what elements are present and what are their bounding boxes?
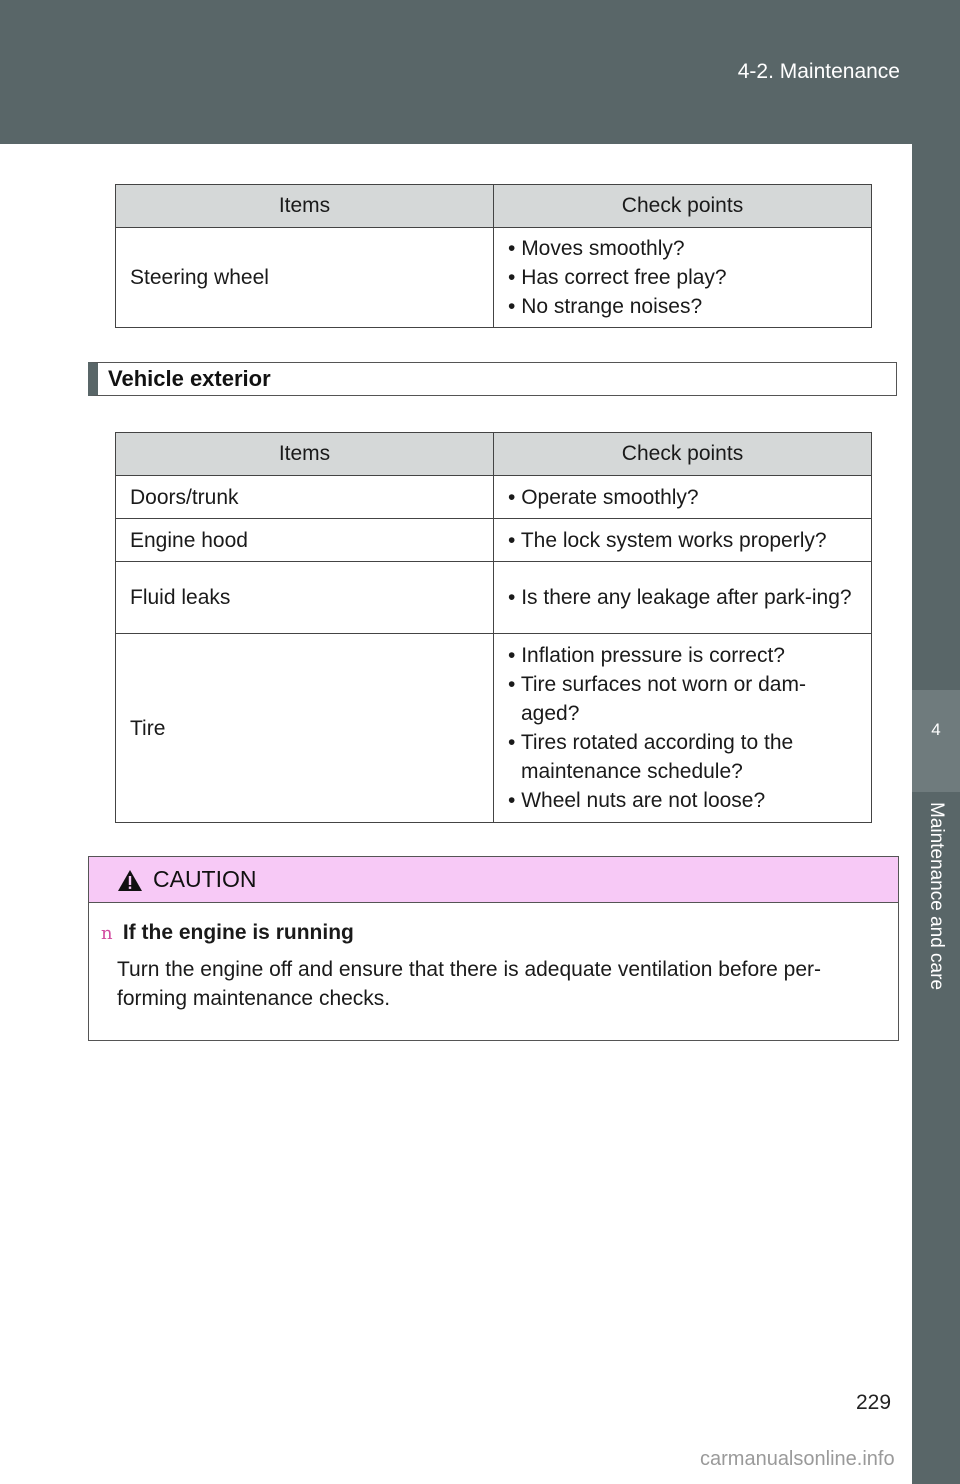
header-section-title: 4-2. Maintenance [737,60,900,83]
table-row [116,228,872,328]
row-item: Engine hood [116,519,494,562]
caution-header [89,857,898,903]
caution-item-text: Turn the engine off and ensure that there is adequate ventilation before per-forming maintenance checks. [117,958,821,1010]
table-row [116,476,872,519]
check-point: • Operate smoothly? [508,483,857,512]
page-header [0,0,960,144]
table-row [116,562,872,634]
row-checks [494,228,872,328]
check-point: • Tires rotated according to the maintenance schedule? [508,728,857,786]
check-point: • The lock system works properly? [508,526,857,555]
column-header-check-points: Check points [494,185,872,228]
interior-check-table [115,184,872,328]
check-point: • Tire surfaces not worn or dam-aged? [508,670,857,728]
table-row [116,519,872,562]
chapter-number: 4 [912,690,960,792]
section-title: Vehicle exterior [108,366,271,391]
row-checks [494,519,872,562]
page-number: 229 [856,1391,892,1414]
row-item: Doors/trunk [116,476,494,519]
check-point: • Inflation pressure is correct? [508,641,857,670]
table-row [116,634,872,823]
caution-box [88,856,899,1041]
check-point: • Is there any leakage after park-ing? [508,583,857,612]
caution-body [89,903,898,1013]
watermark: carmanualsonline.info [700,1448,895,1470]
row-checks [494,476,872,519]
exterior-check-table [115,432,872,823]
row-item: Tire [116,634,494,823]
caution-item-title: If the engine is running [122,921,354,944]
row-checks [494,634,872,823]
check-point: • Has correct free play? [508,263,857,292]
check-point: • Wheel nuts are not loose? [508,786,857,815]
column-header-items: Items [116,185,494,228]
chapter-title: Maintenance and care [926,802,947,991]
column-header-items: Items [116,433,494,476]
row-item: Steering wheel [116,228,494,328]
row-checks [494,562,872,634]
warning-triangle-icon [117,869,143,892]
bullet-marker: n [101,923,113,944]
column-header-check-points: Check points [494,433,872,476]
section-heading-bar [88,362,897,396]
check-point: • No strange noises? [508,292,857,321]
row-item: Fluid leaks [116,562,494,634]
caution-label: CAUTION [153,866,257,892]
check-point: • Moves smoothly? [508,234,857,263]
